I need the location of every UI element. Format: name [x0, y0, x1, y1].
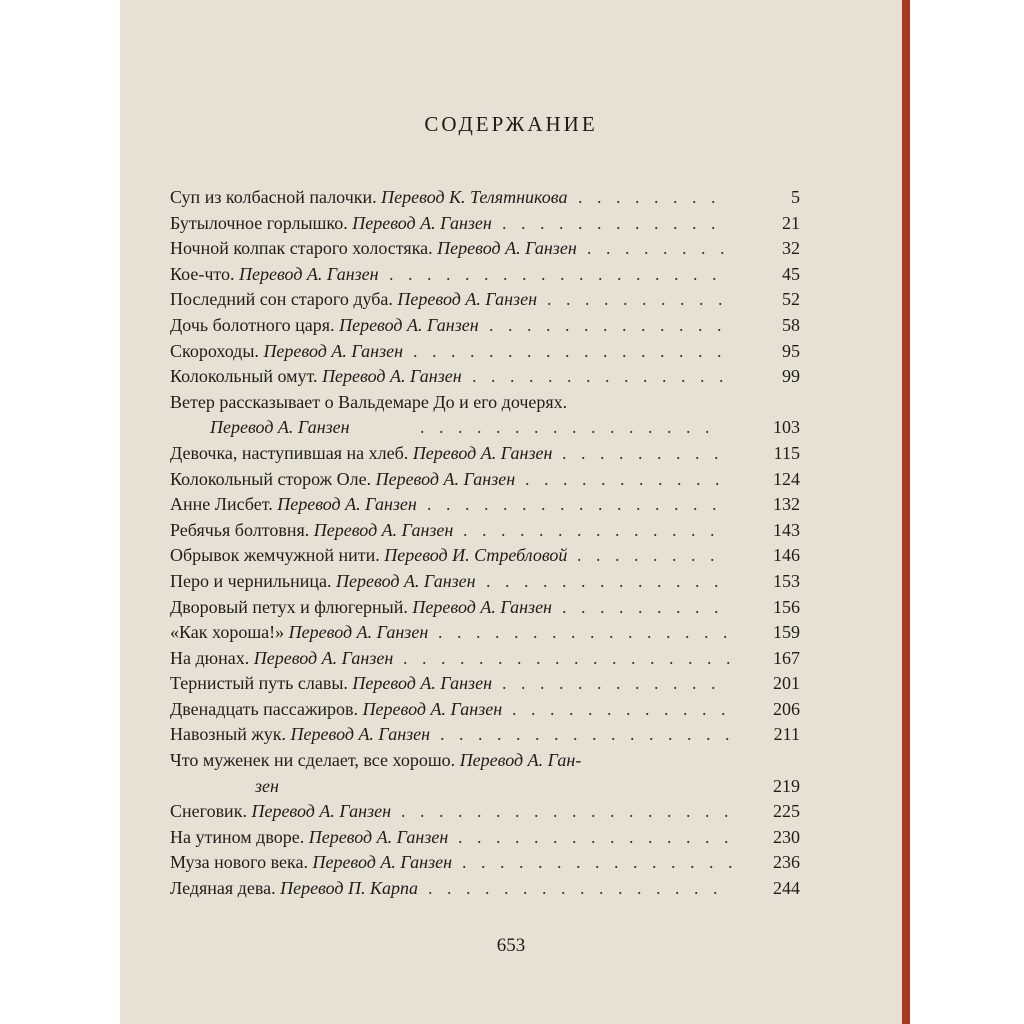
entry-page-number: 5: [791, 187, 800, 207]
entry-page-number: 103: [773, 417, 800, 438]
toc-entry: [170, 646, 800, 672]
entry-translator: Перевод А. Ганзен: [290, 724, 431, 745]
toc-entry: [170, 467, 800, 493]
entry-title: Бутылочное горлышко.: [170, 212, 348, 233]
dot-leader: . . . . . . . . . . . . .: [489, 314, 727, 335]
dot-leader: . . . . . . . . . . . .: [502, 673, 721, 694]
entry-title: Навозный жук.: [170, 724, 287, 745]
entry-translator: Перевод К. Телятникова: [381, 187, 568, 207]
entry-page-number: 99: [782, 366, 800, 387]
dot-leader: . . . . . . . . . . . . . . . . . .: [401, 801, 734, 822]
entry-page-number: 244: [773, 878, 800, 899]
dot-leader: . . . . . . . . . . . . . . . . . .: [403, 647, 736, 668]
entry-line: [170, 543, 567, 569]
dot-leader: . . . . . . . .: [577, 545, 720, 566]
book-cover-edge: [902, 0, 910, 1024]
entry-title: Муза нового века.: [170, 852, 308, 873]
toc-entry: [170, 825, 800, 851]
entry-translator: Перевод И. Стребловой: [384, 545, 568, 566]
dot-leader: . . . . . . . . . . . . . . . .: [427, 494, 722, 515]
toc-entry: [170, 185, 800, 211]
entry-page-number: 58: [782, 314, 800, 335]
toc-entry: [170, 441, 800, 467]
entry-translator: Перевод А. Ганзен: [339, 314, 479, 335]
entry-translator: Перевод А. Ганзен: [312, 852, 453, 873]
entry-title: Ветер рассказывает о Вальдемаре До и его дочерях.: [170, 391, 568, 412]
entry-translator: Перевод А. Ганзен: [277, 494, 417, 515]
table-of-contents: [170, 185, 800, 902]
entry-page-number: 124: [773, 468, 800, 489]
entry-title: Что муженек ни сделает, все хорошо.: [170, 750, 456, 771]
entry-page-number: 159: [773, 622, 800, 643]
toc-entry: [170, 569, 800, 595]
toc-entry: [170, 850, 800, 876]
dot-leader: . . . . . . . .: [587, 238, 730, 259]
entry-translator: Перевод А. Ганзен: [253, 647, 394, 668]
entry-line: [170, 441, 552, 467]
entry-title: Перо и чернильница.: [170, 570, 332, 591]
dot-leader: . . . . . . . . . . . . . .: [472, 366, 729, 387]
entry-title: Тернистый путь славы.: [170, 673, 348, 694]
entry-title: На дюнах.: [170, 647, 250, 668]
entry-line: [170, 287, 537, 313]
toc-entry: [170, 671, 800, 697]
toc-entry: [170, 697, 800, 723]
background-left: [0, 0, 120, 1024]
entry-page-number: 225: [773, 801, 800, 822]
dot-leader: . . . . . . . . . . . . . . . .: [428, 878, 723, 899]
toc-entry: [170, 364, 800, 390]
entry-page-number: 219: [773, 775, 800, 796]
entry-page-number: 211: [773, 724, 800, 745]
dot-leader: . . . . . . . . . . .: [525, 468, 725, 489]
entry-page-number: 32: [782, 238, 800, 259]
entry-title: «Как хороша!»: [170, 622, 285, 643]
entry-line: [170, 671, 492, 697]
entry-translator: Перевод А. Ганзен: [308, 826, 449, 847]
dot-leader: . . . . . . . . . . . . . . . .: [438, 622, 733, 643]
page-number: 653: [496, 935, 526, 956]
toc-entry: [170, 339, 800, 365]
entry-line: [170, 492, 417, 518]
entry-page-number: 236: [773, 852, 800, 873]
entry-line: [170, 185, 568, 211]
entry-translator: Перевод А. Ганзен: [239, 263, 379, 284]
entry-line: [255, 774, 279, 800]
entry-translator: Перевод П. Карпа: [280, 878, 418, 899]
dot-leader: . . . . . . . . . . . . . . . .: [420, 417, 715, 438]
entry-line: [170, 850, 452, 876]
entry-line: [170, 595, 552, 621]
dot-leader: . . . . . . . . . . . .: [512, 698, 731, 719]
entry-title: Колокольный сторож Оле.: [170, 468, 372, 489]
toc-entry: [170, 313, 800, 339]
entry-line: [170, 799, 391, 825]
entry-page-number: 201: [773, 673, 800, 694]
entry-translator: Перевод А. Ганзен: [362, 698, 503, 719]
dot-leader: . . . . . . . . . . . . . .: [463, 519, 720, 540]
entry-line: [210, 415, 350, 441]
toc-entry: [170, 620, 800, 646]
entry-page-number: 167: [773, 647, 800, 668]
entry-translator: Перевод А. Ганзен: [313, 519, 454, 540]
entry-title: Ночной колпак старого холостяка.: [170, 238, 433, 259]
entry-page-number: 153: [773, 570, 800, 591]
entry-translator: Перевод А. Ганзен: [412, 596, 552, 617]
entry-page-number: 95: [782, 340, 800, 361]
dot-leader: . . . . . . . . . . . . . . .: [458, 826, 734, 847]
dot-leader: . . . . . . . . . . . . . . . . .: [413, 340, 727, 361]
entry-title: Анне Лисбет.: [170, 494, 273, 515]
toc-entry: [170, 722, 800, 748]
toc-entry: [170, 236, 800, 262]
dot-leader: . . . . . . . . . .: [547, 289, 728, 310]
entry-line: [170, 646, 393, 672]
entry-translator: Перевод А. Ганзен: [210, 417, 350, 438]
entry-title: Девочка, наступившая на хлеб.: [170, 442, 409, 463]
toc-entry: [170, 390, 800, 441]
entry-translator: Перевод А. Ганзен: [288, 622, 429, 643]
entry-translator: Перевод А. Ганзен: [336, 570, 476, 591]
entry-page-number: 21: [782, 212, 800, 233]
entry-translator: Перевод А. Ганзен: [251, 801, 392, 822]
dot-leader: . . . . . . . . . . . . . . . .: [440, 724, 735, 745]
entry-line: [170, 620, 428, 646]
entry-line: [170, 722, 430, 748]
entry-page-number: 132: [773, 494, 800, 515]
dot-leader: . . . . . . . . . . . . . . .: [462, 852, 738, 873]
toc-entry: [170, 876, 800, 902]
entry-line: [170, 364, 462, 390]
entry-line: [170, 313, 479, 339]
dot-leader: . . . . . . . .: [578, 187, 721, 207]
entry-page-number: 143: [773, 519, 800, 540]
entry-page-number: 206: [773, 698, 800, 719]
entry-line: [170, 518, 453, 544]
entry-translator: Перевод А. Ганзен: [263, 340, 404, 361]
entry-title: Суп из колбасной палочки.: [170, 187, 377, 207]
entry-translator: Перевод А. Ганзен: [322, 366, 462, 387]
background-right: [910, 0, 1024, 1024]
entry-title: Колокольный омут.: [170, 366, 318, 387]
entry-line: [170, 390, 567, 416]
dot-leader: . . . . . . . . . . . . . . . . . .: [389, 263, 722, 284]
entry-title: Кое-что.: [170, 263, 235, 284]
toc-entry: [170, 262, 800, 288]
entry-line: [170, 262, 379, 288]
entry-line: [170, 876, 418, 902]
entry-translator: Перевод А. Ганзен: [412, 442, 553, 463]
entry-line: [170, 697, 502, 723]
entry-page-number: 146: [773, 545, 800, 566]
entry-page-number: 156: [773, 596, 800, 617]
entry-title: Снеговик.: [170, 801, 247, 822]
entry-translator: Перевод А. Ганзен: [375, 468, 516, 489]
entry-page-number: 115: [773, 442, 800, 463]
entry-title: Скороходы.: [170, 340, 259, 361]
entry-title: Ледяная дева.: [170, 878, 276, 899]
entry-line: [170, 748, 581, 774]
entry-line: [170, 467, 515, 493]
entry-line: [170, 211, 492, 237]
dot-leader: . . . . . . . . . . . .: [502, 212, 721, 233]
entry-title: Дочь болотного царя.: [170, 314, 335, 335]
dot-leader: . . . . . . . . .: [562, 442, 724, 463]
entry-title: Двенадцать пассажиров.: [170, 698, 359, 719]
toc-entry: [170, 518, 800, 544]
toc-entry: [170, 211, 800, 237]
entry-translator: Перевод А. Ган-: [459, 750, 582, 771]
entry-translator: Перевод А. Ганзен: [397, 289, 538, 310]
entry-title: Дворовый петух и флюгерный.: [170, 596, 408, 617]
entry-translator: Перевод А. Ганзен: [352, 212, 492, 233]
entry-title: На утином дворе.: [170, 826, 305, 847]
dot-leader: . . . . . . . . . . . . .: [486, 570, 724, 591]
entry-page-number: 230: [773, 826, 800, 847]
toc-entry: [170, 492, 800, 518]
entry-line: [170, 339, 403, 365]
entry-line: [170, 569, 476, 595]
entry-translator: Перевод А. Ганзен: [352, 673, 493, 694]
entry-page-number: 52: [782, 289, 800, 310]
entry-title: Последний сон старого дуба.: [170, 289, 393, 310]
entry-line: [170, 236, 577, 262]
page-title: СОДЕРЖАНИЕ: [424, 112, 598, 136]
entry-page-number: 45: [782, 263, 800, 284]
toc-entry: [170, 543, 800, 569]
toc-entry: [170, 799, 800, 825]
entry-title: Ребячья болтовня.: [170, 519, 310, 540]
entry-translator-continued: зен: [255, 775, 279, 796]
entry-translator: Перевод А. Ганзен: [437, 238, 577, 259]
dot-leader: . . . . . . . . .: [562, 596, 724, 617]
entry-line: [170, 825, 448, 851]
toc-entry: [170, 595, 800, 621]
entry-title: Обрывок жемчужной нити.: [170, 545, 380, 566]
toc-entry: [170, 287, 800, 313]
toc-entry: [170, 748, 800, 799]
